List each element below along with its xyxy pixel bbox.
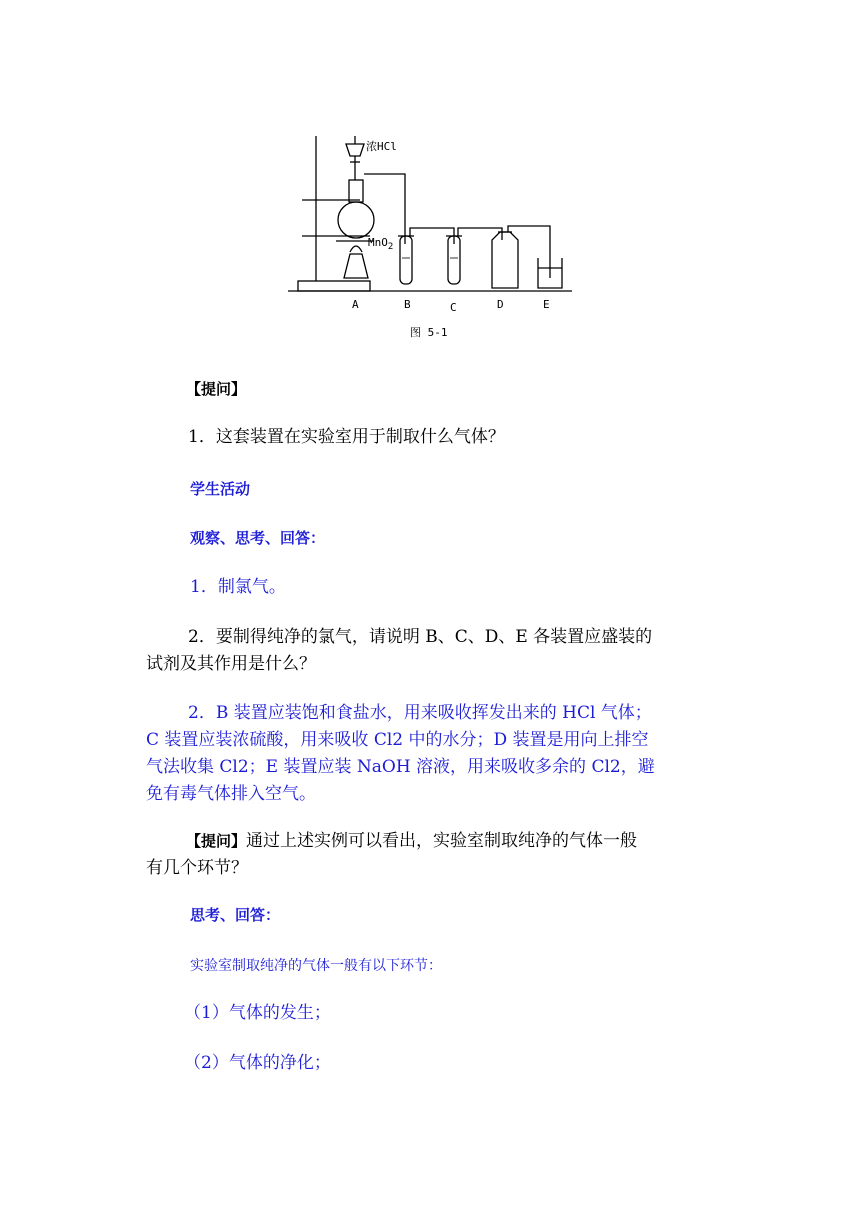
steps-intro: 实验室制取纯净的气体一般有以下环节： [190,958,442,974]
label-c: C [450,301,457,314]
step-item: （1）气体的发生； [184,1003,331,1023]
question-3-line-2: 有几个环节？ [146,858,248,878]
question-1: 1．这套装置在实验室用于制取什么气体？ [188,427,505,447]
question-3-line-1 [186,828,637,855]
tube-d-e [508,226,550,278]
question-2-line-1: 2．要制得纯净的氯气，请说明 B、C、D、E 各装置应盛装的 [188,627,653,647]
tube-c-d [458,228,502,240]
think-heading: 思考、回答： [190,906,281,924]
question-heading: 【提问】 [186,380,247,398]
burner [344,254,368,278]
tube-b [400,236,412,284]
flame [350,246,362,252]
answer-2-line-2: C 装置应装浓硫酸，用来吸收 Cl2 中的水分；D 装置是用向上排空 [146,730,649,750]
question-3-tag: 【提问】 [186,832,247,850]
answer-1: 1．制氯气。 [190,577,286,597]
answer-2-line-1: 2．B 装置应装饱和食盐水，用来吸收挥发出来的 HCl 气体； [188,703,652,723]
observe-heading: 观察、思考、回答： [190,529,326,547]
label-hcl: 浓HCl [366,140,397,153]
funnel-bulb [346,144,364,156]
apparatus-diagram [280,128,590,350]
label-b: B [404,298,411,311]
label-mno2: MnO$_2$ [368,236,394,252]
step-item: （2）气体的净化； [184,1053,331,1073]
answer-2-line-4: 免有毒气体排入空气。 [146,784,316,804]
flask-body [338,202,374,238]
question-3-text: 通过上述实例可以看出，实验室制取纯净的气体一般 [246,831,638,851]
stand-base [298,281,370,291]
label-e: E [543,298,550,311]
figure-caption: 图 5-1 [410,326,448,339]
bottle-d [492,232,518,288]
label-a: A [352,298,359,311]
flask-neck [349,180,363,202]
label-d: D [497,298,504,311]
apparatus-figure [280,128,590,350]
student-activity-heading: 学生活动 [190,480,251,498]
question-2-line-2: 试剂及其作用是什么？ [146,654,316,674]
answer-2-line-3: 气法收集 Cl2；E 装置应装 NaOH 溶液，用来吸收多余的 Cl2，避 [146,757,655,777]
